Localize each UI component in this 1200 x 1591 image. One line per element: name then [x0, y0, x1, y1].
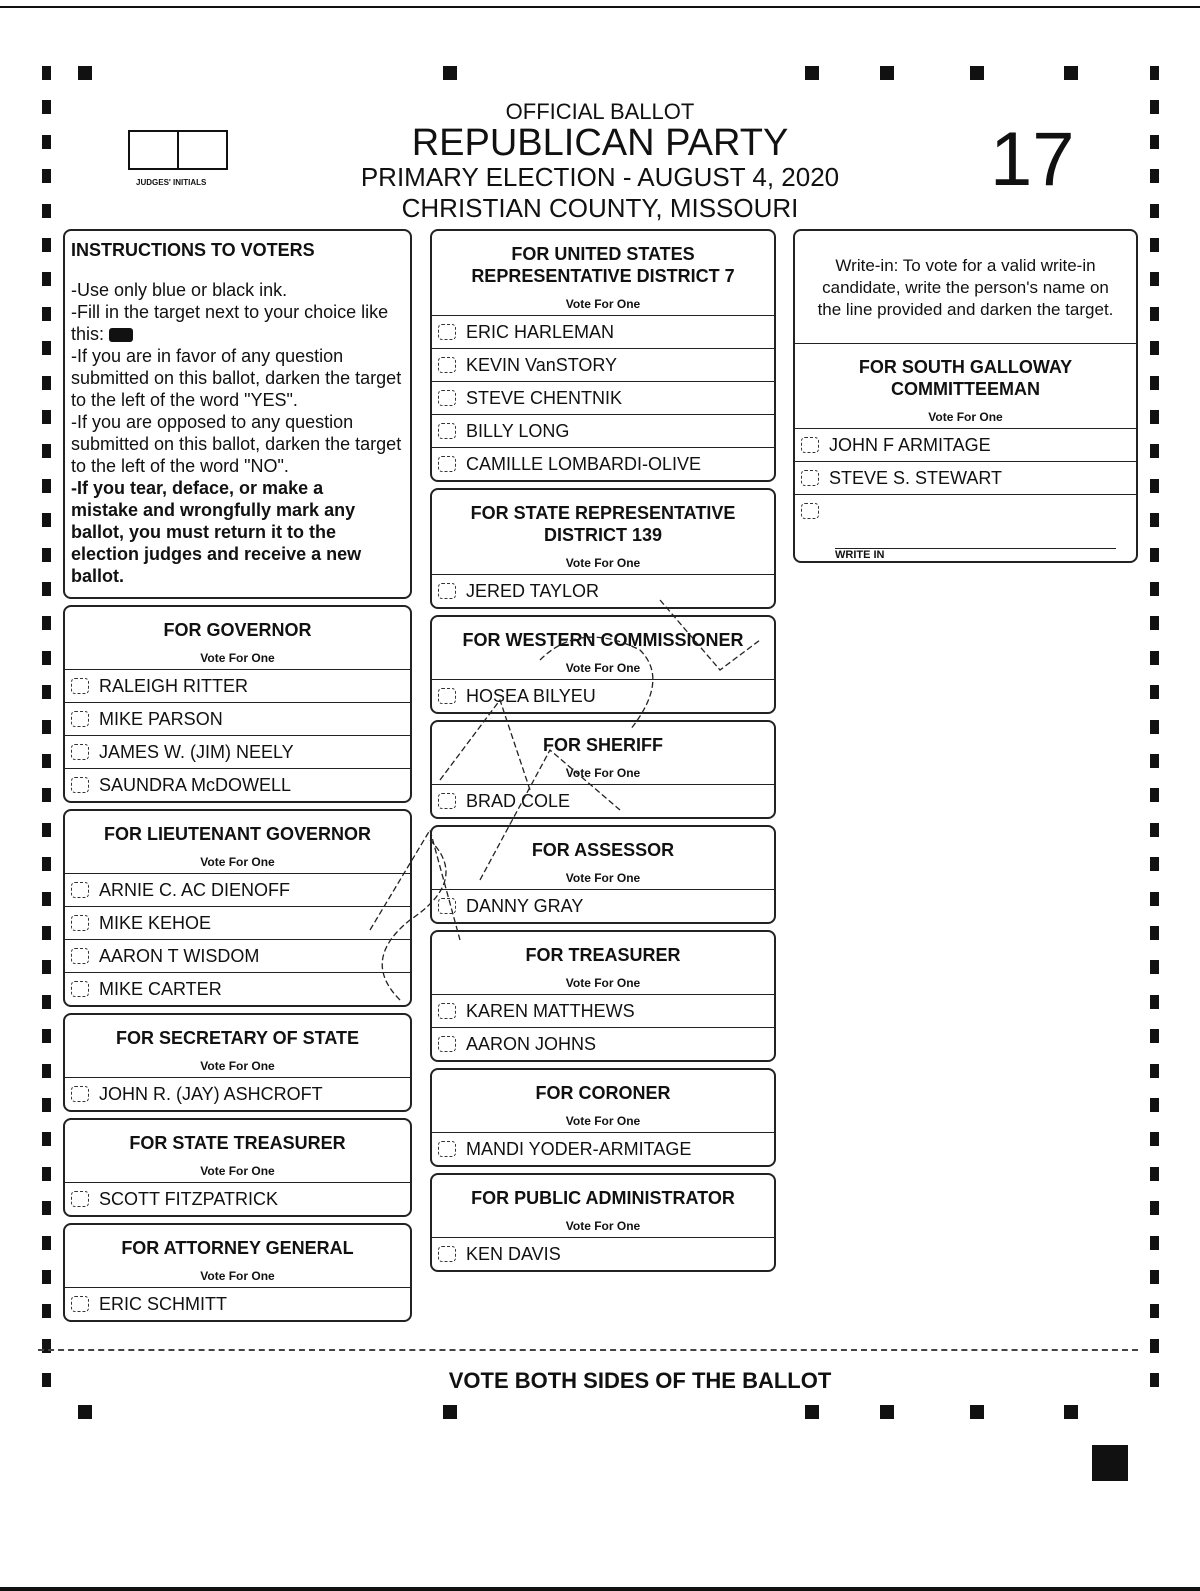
race-for-lieutenant-governor [63, 809, 412, 1007]
timing-mark-icon [1150, 1029, 1159, 1043]
timing-mark-icon [1150, 410, 1159, 424]
candidate-name: STEVE S. STEWART [829, 467, 1003, 488]
race-title: FOR PUBLIC ADMINISTRATOR [471, 1188, 735, 1208]
vote-target[interactable] [438, 583, 456, 599]
candidate-name: AARON T WISDOM [99, 945, 260, 966]
candidate-name: MIKE PARSON [99, 708, 223, 729]
timing-mark-icon [880, 66, 894, 80]
timing-mark-icon [42, 479, 51, 493]
vote-for-one-label: Vote For One [200, 1269, 275, 1283]
race-title: FOR STATE REPRESENTATIVE DISTRICT 139 [470, 503, 736, 545]
ballot-number: 17 [990, 117, 1075, 202]
vote-target[interactable] [438, 390, 456, 406]
vote-for-one-label: Vote For One [565, 976, 641, 990]
vote-target[interactable] [438, 1141, 456, 1157]
candidate-row[interactable] [65, 1077, 410, 1110]
timing-mark-icon [1150, 616, 1159, 630]
filled-target-example-icon [109, 328, 133, 342]
candidate-name: JAMES W. (JIM) NEELY [99, 741, 294, 762]
corner-mark-icon [1092, 1445, 1128, 1481]
timing-mark-icon [880, 1405, 894, 1419]
vote-for-one-label: Vote For One [200, 1164, 275, 1178]
timing-mark-icon [1150, 582, 1159, 596]
vote-target[interactable] [71, 711, 89, 727]
candidate-row[interactable] [795, 461, 1136, 494]
candidate-name: BILLY LONG [466, 420, 570, 441]
timing-mark-icon [805, 1405, 819, 1419]
candidate-row[interactable] [65, 1182, 410, 1215]
writein-instructions: Write-in: To vote for a valid write-in candidate, write the person's name on the line provided and darken the target. [817, 256, 1114, 319]
timing-mark-icon [443, 66, 457, 80]
vote-target[interactable] [71, 1191, 89, 1207]
candidate-row[interactable] [432, 1237, 774, 1270]
race-title: FOR ASSESSOR [531, 840, 675, 860]
race-title: FOR ATTORNEY GENERAL [121, 1238, 354, 1258]
timing-mark-icon [1150, 651, 1159, 665]
timing-mark-icon [78, 1405, 92, 1419]
race-title: FOR STATE TREASURER [129, 1133, 346, 1153]
instructions-heading: INSTRUCTIONS TO VOTERS [71, 240, 315, 260]
candidate-row[interactable] [65, 906, 410, 939]
timing-mark-icon [42, 685, 51, 699]
candidate-row[interactable] [432, 1132, 774, 1165]
timing-mark-icon [1150, 788, 1159, 802]
election-title: PRIMARY ELECTION - AUGUST 4, 2020 [360, 162, 840, 192]
timing-mark-icon [970, 66, 984, 80]
candidate-name: SAUNDRA McDOWELL [99, 774, 292, 795]
vote-target[interactable] [71, 744, 89, 760]
timing-mark-icon [42, 1167, 51, 1181]
timing-mark-icon [1150, 1236, 1159, 1250]
judges-initials-label: JUDGES' INITIALS [136, 178, 207, 187]
race-for-secretary-of-state [63, 1013, 412, 1112]
timing-mark-icon [42, 1064, 51, 1078]
vote-target[interactable] [438, 898, 456, 914]
timing-mark-icon [1150, 1201, 1159, 1215]
vote-for-one-label: Vote For One [565, 1219, 641, 1233]
race-title: FOR LIEUTENANT GOVERNOR [103, 824, 371, 844]
race-title: FOR CORONER [535, 1083, 671, 1103]
race-for-united-states-representative-district-7 [430, 229, 776, 482]
timing-mark-icon [1150, 238, 1159, 252]
timing-mark-icon [1150, 548, 1159, 562]
footer-instruction: VOTE BOTH SIDES OF THE BALLOT [448, 1368, 832, 1393]
official-ballot-label: OFFICIAL BALLOT [505, 99, 695, 124]
timing-mark-icon [1150, 926, 1159, 940]
vote-for-one-label: Vote For One [565, 1114, 641, 1128]
candidate-row[interactable] [65, 735, 410, 768]
race-title: FOR TREASURER [525, 945, 681, 965]
vote-target[interactable] [438, 357, 456, 373]
instruction-spoil-1: -If you tear, deface, or make a [71, 478, 324, 498]
timing-mark-icon [42, 1236, 51, 1250]
candidate-name: STEVE CHENTNIK [466, 387, 623, 408]
race-for-assessor [430, 825, 776, 924]
timing-mark-icon [42, 651, 51, 665]
timing-mark-icon [1150, 100, 1159, 114]
timing-mark-icon [42, 100, 51, 114]
timing-mark-icon [42, 238, 51, 252]
race-for-public-administrator [430, 1173, 776, 1272]
race-title: FOR SECRETARY OF STATE [115, 1028, 359, 1048]
race-for-attorney-general [63, 1223, 412, 1322]
instruction-ink: -Use only blue or black ink. [71, 280, 288, 300]
instruction-fill [71, 301, 404, 345]
vote-for-one-label: Vote For One [565, 661, 641, 675]
race-title: FOR GOVERNOR [163, 620, 312, 640]
candidate-row[interactable] [432, 414, 774, 447]
right-column [793, 229, 1138, 569]
vote-target[interactable] [71, 981, 89, 997]
instruction-spoil-2: mistake and wrongfully mark any ballot, you must return it to the election judges and receive a new ballot. [71, 500, 362, 586]
timing-mark-icon [42, 720, 51, 734]
timing-mark-icon [42, 307, 51, 321]
vote-target[interactable] [438, 423, 456, 439]
timing-mark-icon [42, 204, 51, 218]
timing-mark-icon [42, 857, 51, 871]
vote-target[interactable] [438, 688, 456, 704]
candidate-row[interactable] [432, 447, 774, 480]
candidate-name: RALEIGH RITTER [99, 675, 249, 696]
timing-mark-icon [1150, 1339, 1159, 1353]
candidate-row[interactable] [432, 348, 774, 381]
timing-mark-icon [42, 444, 51, 458]
timing-mark-icon [42, 272, 51, 286]
timing-mark-icon [443, 1405, 457, 1419]
candidate-row[interactable] [65, 1287, 410, 1320]
candidate-row[interactable] [432, 679, 774, 712]
party-title: REPUBLICAN PARTY [411, 122, 789, 164]
race-for-coroner [430, 1068, 776, 1167]
candidate-name: HOSEA BILYEU [466, 685, 596, 706]
vote-for-one-label: Vote For One [200, 1059, 275, 1073]
timing-mark-icon [1064, 66, 1078, 80]
candidate-name: KEVIN VanSTORY [466, 354, 618, 375]
writein-label: WRITE IN [835, 549, 885, 561]
candidate-name: MANDI YODER-ARMITAGE [466, 1138, 692, 1159]
timing-mark-icon [1150, 823, 1159, 837]
timing-mark-icon [805, 66, 819, 80]
ballot-header [340, 100, 860, 224]
candidate-row[interactable] [432, 574, 774, 607]
vote-for-one-label: Vote For One [200, 651, 275, 665]
timing-mark-icon [42, 1373, 51, 1387]
timing-mark-icon [1150, 204, 1159, 218]
candidate-name: MIKE CARTER [99, 978, 222, 999]
timing-mark-icon [42, 754, 51, 768]
timing-mark-icon [42, 169, 51, 183]
timing-mark-icon [1150, 1373, 1159, 1387]
vote-target[interactable] [438, 1003, 456, 1019]
race-for-treasurer [430, 930, 776, 1062]
timing-mark-icon [42, 1029, 51, 1043]
race-for-western-commissioner [430, 615, 776, 714]
vote-for-one-label: Vote For One [565, 871, 641, 885]
race-for-state-representative-district-139 [430, 488, 776, 609]
instruction-no: -If you are opposed to any question submitted on this ballot, darken the target to the left of the word "NO". [71, 412, 402, 476]
timing-mark-icon [1150, 513, 1159, 527]
candidate-name: AARON JOHNS [466, 1033, 597, 1054]
race-for-governor [63, 605, 412, 803]
timing-mark-icon [1150, 857, 1159, 871]
candidate-name: JOHN R. (JAY) ASHCROFT [99, 1083, 323, 1104]
judges-initials-boxes[interactable] [128, 130, 228, 170]
candidate-row[interactable] [432, 381, 774, 414]
timing-mark-icon [1150, 376, 1159, 390]
candidate-row[interactable] [432, 1027, 774, 1060]
timing-mark-icon [42, 788, 51, 802]
candidate-name: DANNY GRAY [466, 895, 584, 916]
vote-for-one-label: Vote For One [565, 297, 641, 311]
footer-divider [38, 1349, 1138, 1351]
timing-mark-icon [42, 66, 51, 80]
timing-mark-icon [42, 616, 51, 630]
instruction-fill-text: -Fill in the target next to your choice like this: [71, 302, 389, 344]
vote-target[interactable] [71, 948, 89, 964]
race-for-state-treasurer [63, 1118, 412, 1217]
vote-target[interactable] [71, 777, 89, 793]
timing-mark-icon [1150, 135, 1159, 149]
timing-mark-icon [1150, 1270, 1159, 1284]
bottom-border [0, 1587, 1200, 1591]
timing-mark-icon [1150, 754, 1159, 768]
timing-mark-icon [970, 1405, 984, 1419]
writein-target[interactable] [801, 503, 819, 519]
vote-target[interactable] [71, 915, 89, 931]
timing-mark-icon [1150, 169, 1159, 183]
timing-mark-icon [42, 1098, 51, 1112]
candidate-name: CAMILLE LOMBARDI-OLIVE [466, 453, 702, 474]
candidate-name: JOHN F ARMITAGE [829, 434, 991, 455]
timing-mark-icon [42, 926, 51, 940]
race-title: FOR SOUTH GALLOWAY COMMITTEEMAN [858, 357, 1073, 399]
timing-mark-icon [42, 582, 51, 596]
vote-for-one-label: Vote For One [565, 556, 641, 570]
writein-box [793, 229, 1138, 563]
timing-mark-icon [1150, 995, 1159, 1009]
race-title: FOR WESTERN COMMISSIONER [462, 630, 744, 650]
candidate-row[interactable] [795, 428, 1136, 461]
candidate-name: BRAD COLE [466, 790, 571, 811]
candidate-row[interactable] [65, 702, 410, 735]
vote-target[interactable] [438, 324, 456, 340]
judges-initials [128, 130, 228, 187]
vote-target[interactable] [71, 882, 89, 898]
timing-mark-icon [1064, 1405, 1078, 1419]
vote-target[interactable] [71, 1296, 89, 1312]
vote-for-one-label: Vote For One [200, 855, 275, 869]
county-title: CHRISTIAN COUNTY, MISSOURI [401, 193, 799, 223]
vote-target[interactable] [438, 1036, 456, 1052]
candidate-row[interactable] [65, 972, 410, 1005]
timing-mark-icon [1150, 307, 1159, 321]
vote-target[interactable] [438, 793, 456, 809]
vote-for-one-label: Vote For One [928, 410, 1003, 424]
timing-mark-icon [42, 548, 51, 562]
race-title: FOR UNITED STATES REPRESENTATIVE DISTRICT 7 [471, 244, 735, 286]
candidate-name: ERIC HARLEMAN [466, 321, 615, 342]
timing-mark-icon [1150, 892, 1159, 906]
candidate-row[interactable] [65, 873, 410, 906]
top-border [0, 6, 1200, 8]
instructions-box [63, 229, 412, 599]
timing-mark-icon [42, 341, 51, 355]
candidate-name: ERIC SCHMITT [99, 1293, 227, 1314]
timing-mark-icon [42, 135, 51, 149]
candidate-name: JERED TAYLOR [466, 580, 600, 601]
candidate-row[interactable] [65, 669, 410, 702]
timing-mark-icon [42, 410, 51, 424]
instruction-yes: -If you are in favor of any question submitted on this ballot, darken the target to the left of the word "YES". [71, 346, 402, 410]
vote-target[interactable] [71, 1086, 89, 1102]
candidate-row[interactable] [432, 889, 774, 922]
candidate-name: KAREN MATTHEWS [466, 1000, 635, 1021]
timing-mark-icon [1150, 1304, 1159, 1318]
candidate-name: SCOTT FITZPATRICK [99, 1188, 278, 1209]
candidate-name: MIKE KEHOE [99, 912, 212, 933]
candidate-row[interactable] [432, 784, 774, 817]
candidate-name: ARNIE C. AC DIENOFF [99, 879, 291, 900]
timing-mark-icon [1150, 272, 1159, 286]
timing-mark-icon [42, 1201, 51, 1215]
vote-target[interactable] [438, 456, 456, 472]
timing-mark-icon [42, 1270, 51, 1284]
candidate-row[interactable] [432, 994, 774, 1027]
vote-for-one-label: Vote For One [565, 766, 641, 780]
timing-mark-icon [1150, 685, 1159, 699]
timing-mark-icon [1150, 1098, 1159, 1112]
timing-mark-icon [42, 376, 51, 390]
middle-column [430, 229, 776, 1278]
candidate-row[interactable] [65, 768, 410, 801]
timing-mark-icon [42, 892, 51, 906]
timing-mark-icon [1150, 341, 1159, 355]
timing-mark-icon [42, 995, 51, 1009]
race-for-sheriff [430, 720, 776, 819]
vote-target[interactable] [801, 437, 819, 453]
timing-mark-icon [1150, 1132, 1159, 1146]
vote-target[interactable] [438, 1246, 456, 1262]
vote-target[interactable] [71, 678, 89, 694]
race-for-south-galloway-committeeman [795, 343, 1136, 494]
timing-mark-icon [42, 823, 51, 837]
candidate-row[interactable] [65, 939, 410, 972]
timing-mark-icon [1150, 444, 1159, 458]
timing-mark-icon [42, 513, 51, 527]
candidate-row[interactable] [432, 315, 774, 348]
timing-mark-icon [1150, 1167, 1159, 1181]
race-title: FOR SHERIFF [543, 735, 663, 755]
timing-mark-icon [1150, 960, 1159, 974]
vote-target[interactable] [801, 470, 819, 486]
timing-mark-icon [1150, 1064, 1159, 1078]
timing-mark-icon [1150, 720, 1159, 734]
timing-mark-icon [1150, 66, 1159, 80]
writein-row[interactable] [795, 494, 1136, 561]
timing-mark-icon [42, 1132, 51, 1146]
timing-mark-icon [1150, 479, 1159, 493]
timing-mark-icon [42, 960, 51, 974]
timing-mark-icon [42, 1304, 51, 1318]
timing-mark-icon [78, 66, 92, 80]
candidate-name: KEN DAVIS [466, 1243, 561, 1264]
left-column [63, 229, 412, 1328]
